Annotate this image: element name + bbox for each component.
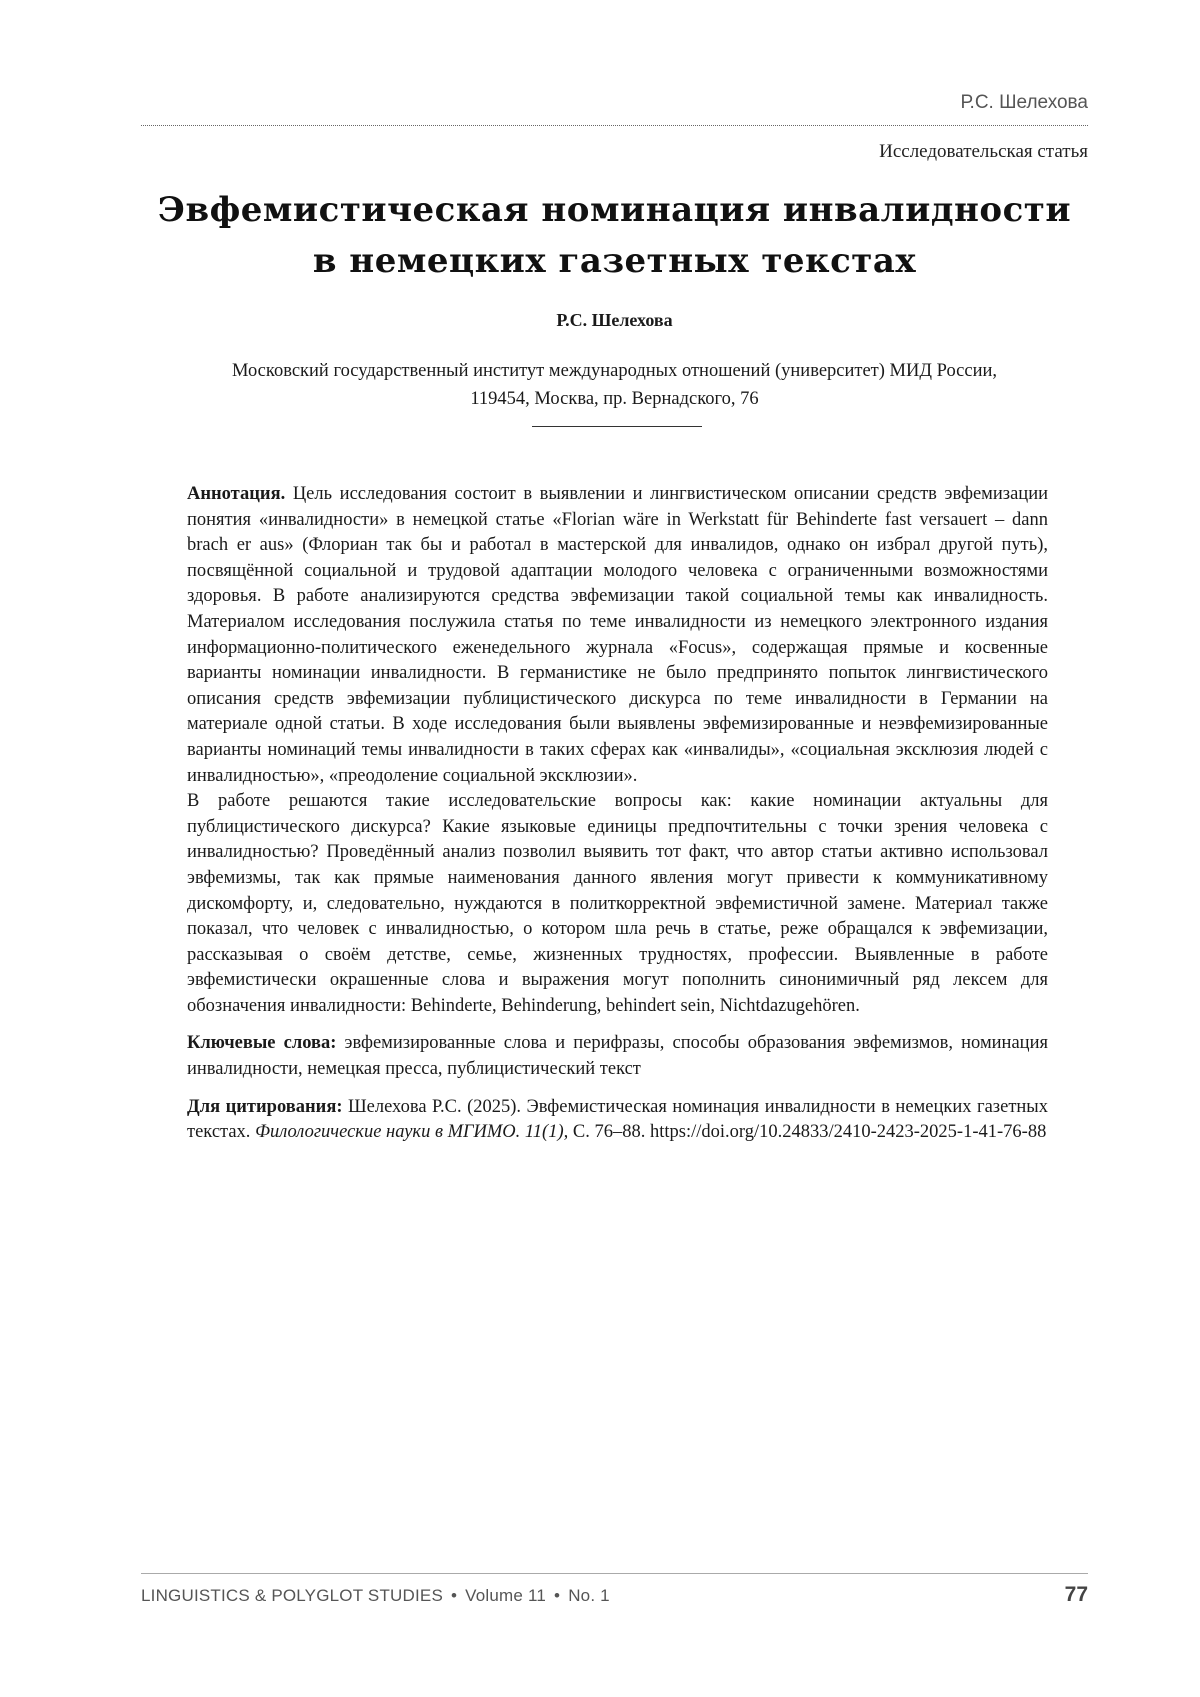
abstract-text-1: Цель исследования состоит в выявлении и лингвистическом описании средств эвфемизации понятия «инвалидности» в немецкой статье «Florian wäre in Werkstatt für Behinderte fast versauert – dann brach er aus» (Флориан так бы и работал в мастерской для инвалидов, однако он избрал другой путь), посвящённой социальной и трудовой адаптации молодого человека с ограниченными возможностями здоровья. В работе анализируются средства эвфемизации такой социальной темы как инвалидность. Материалом исследования послужила статья по теме инвалидности из немецкого электронного издания информационно-политического еженедельного журнала «Focus», содержащая прямые и косвенные варианты номинации инвалидности. В германистике не было предпринято попыток лингвистического описания средств эвфемизации публицистического дискурса по теме инвалидности в Германии на материале одной статьи. В ходе исследования были выявлены эвфемизированные и неэвфемизированные варианты номинаций темы инвалидности в таких сферах как «инвалиды», «социальная эксклюзия людей с инвалидностью», «преодоление социальной эксклюзии».: [187, 484, 1048, 786]
keywords-label: Ключевые слова:: [187, 1033, 337, 1054]
article-title-line-1: Эвфемистическая номинация инвалидности: [157, 190, 1072, 230]
page-number: 77: [1064, 1583, 1088, 1606]
footer-separator-2: •: [554, 1586, 561, 1605]
keywords-paragraph: [187, 1031, 1048, 1082]
affiliation-line-2: 119454, Москва, пр. Вернадского, 76: [470, 389, 759, 409]
citation-doi: С. 76–88. https://doi.org/10.24833/2410-2423-2025-1-41-76-88: [568, 1122, 1047, 1143]
abstract-paragraph-1: [187, 482, 1048, 789]
footer-issue: No. 1: [568, 1586, 610, 1605]
article-title: [141, 185, 1088, 287]
citation-journal: Филологические науки в МГИМО. 11(1),: [255, 1122, 569, 1143]
running-head-author: Р.С. Шелехова: [960, 92, 1088, 113]
affiliation-divider: [532, 426, 702, 427]
footer-separator-1: •: [451, 1586, 458, 1605]
citation-paragraph: [187, 1095, 1048, 1146]
affiliation-line-1: Московский государственный институт международных отношений (университет) МИД России,: [231, 361, 997, 381]
abstract-block: [187, 482, 1048, 1146]
footer-journal-info: [141, 1586, 610, 1606]
header-divider: [141, 125, 1088, 126]
footer-divider: [141, 1573, 1088, 1574]
citation-label: Для цитирования:: [187, 1096, 343, 1117]
abstract-paragraph-2: В работе решаются такие исследовательские вопросы как: какие номинации актуальны для публицистического дискурса? Какие языковые единицы предпочтительны с точки зрения человека с инвалидностью? Проведённый анализ позволил выявить тот факт, что автор статьи активно использовал эвфемизмы, так как прямые наименования данного явления могут привести к коммуникативному дискомфорту, и, следовательно, нуждаются в политкорректной эвфемистичной замене. Материал также показал, что человек с инвалидностью, о котором шла речь в статье, реже обращался к эвфемизации, рассказывая о своём детстве, семье, жизненных трудностях, профессии. Выявленные в работе эвфемистически окрашенные слова и выражения могут пополнить синонимичный ряд лексем для обозначения инвалидности: Behinderte, Behinderung, behindert sein, Nichtdazugehören.: [187, 791, 1048, 1016]
footer-volume: Volume 11: [465, 1586, 547, 1605]
citation-text-before: Шелехова Р.С. (2025). Эвфемистическая номинация инвалидности в немецких газетных текстах.: [187, 1096, 1048, 1143]
article-type-label: Исследовательская статья: [879, 141, 1088, 162]
abstract-label: Аннотация.: [187, 484, 286, 504]
footer-journal-name: LINGUISTICS & POLYGLOT STUDIES: [141, 1586, 443, 1605]
author-affiliation: [141, 357, 1088, 413]
article-title-line-2: в немецких газетных текстах: [312, 241, 917, 281]
article-author: Р.С. Шелехова: [556, 310, 673, 330]
keywords-text: эвфемизированные слова и перифразы, способы образования эвфемизмов, номинация инвалидности, немецкая пресса, публицистический текст: [187, 1033, 1048, 1080]
